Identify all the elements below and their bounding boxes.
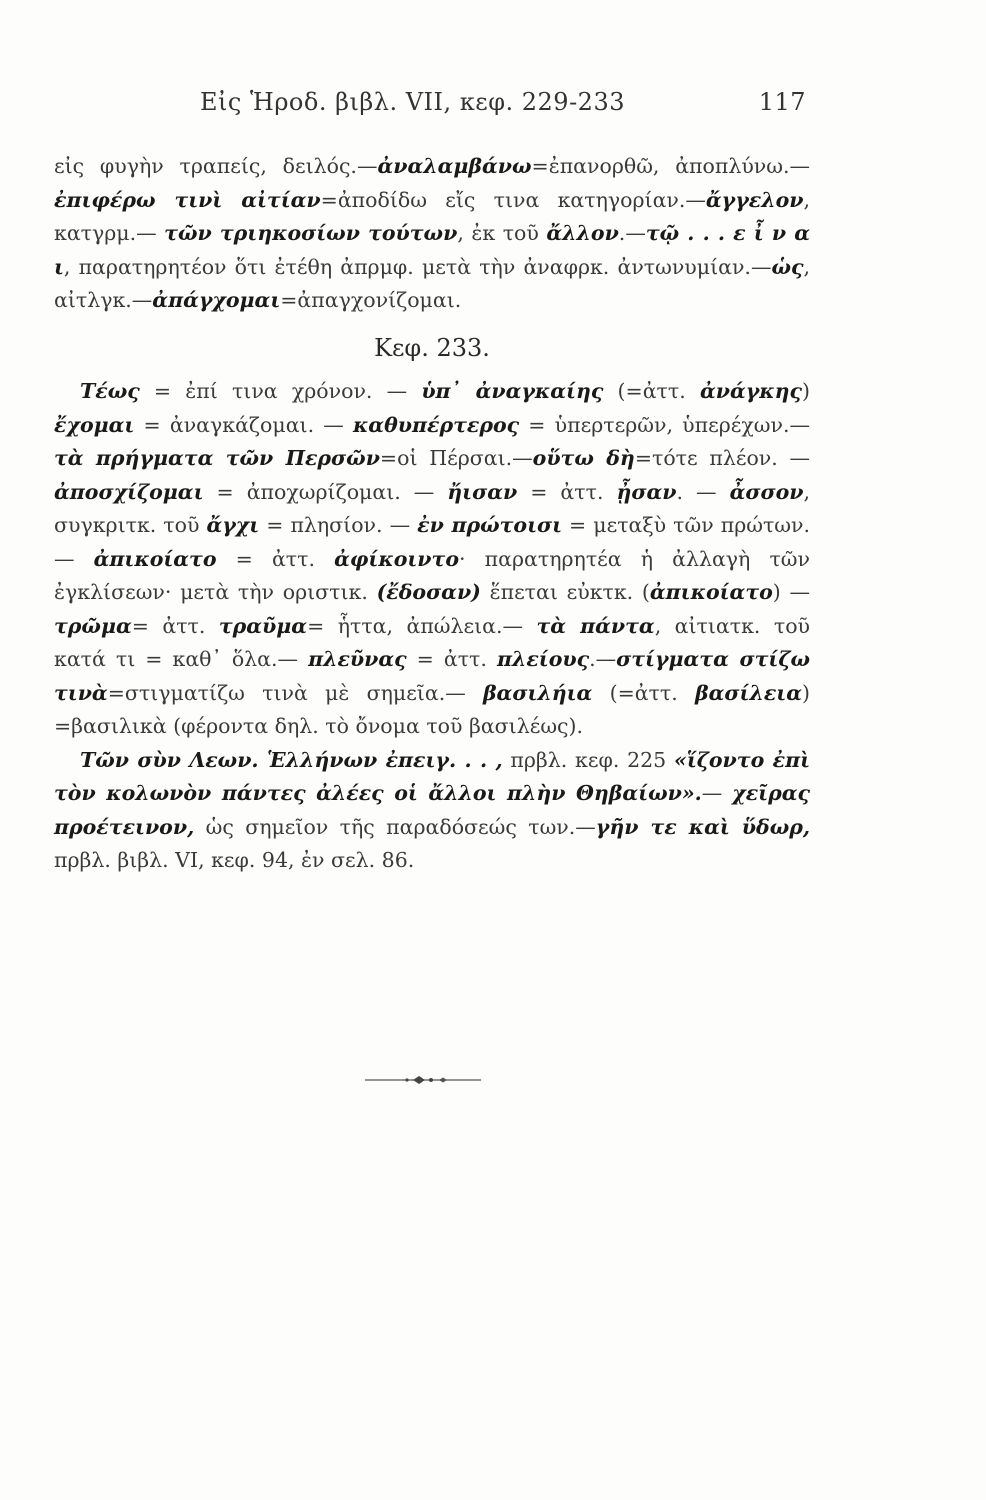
chapter-heading: Κεφ. 233. — [374, 333, 490, 362]
text-run: .— — [589, 647, 617, 671]
text-run: πρβλ. κεφ. 225 — [502, 747, 674, 772]
lemma: καθυπέρτερος — [352, 412, 520, 437]
text-run: , παρατηρητέον ὅτι ἐτέθη ἀπρμφ. μετὰ τὴν ἀναφρκ. ἀντωνυμίαν.— — [63, 254, 772, 279]
lemma: ὑπ᾿ ἀναγκαίης — [421, 379, 604, 403]
lemma: τὰ πρήγματα τῶν Περσῶν — [54, 446, 380, 470]
lemma: βασίλεια — [695, 680, 802, 705]
text-run: · παρατηρητέα ἡ ἀλλαγὴ τῶν ἐγκλίσεων· μετὰ τὴν οριστικ. — [54, 546, 810, 604]
text-run: = ἧττα, ἀπώλεια.— — [307, 613, 537, 638]
text-run: =ἀπαγχονίζομαι. — [280, 288, 462, 312]
text-run: , ἐκ τοῦ — [457, 221, 547, 245]
text-run: = ἀττ. — [216, 546, 335, 571]
text-run: ὡς σημεῖον τῆς παραδόσεώς των.— — [194, 814, 596, 839]
lemma: ἀπικοίατο — [649, 580, 773, 604]
paragraph-notes-232 — [54, 150, 810, 318]
lemma: ἤισαν — [447, 479, 518, 504]
lemma: ἄλλον — [546, 221, 619, 245]
lemma: βασιλήια — [482, 680, 593, 705]
text-run: =ἀποδίδω εἴς τινα κατηγορίαν.— — [320, 187, 706, 212]
lemma: ἔχομαι — [54, 412, 135, 437]
lemma: ἐπιφέρω τινὶ αἰτίαν — [54, 187, 321, 212]
lemma: γῆν τε καὶ ὕδωρ, — [595, 814, 810, 839]
text-run: , κατγρμ.— — [54, 187, 810, 245]
text-run: =οἱ Πέρσαι.— — [379, 446, 533, 470]
lemma: ἀναλαμβάνω — [377, 154, 532, 178]
lemma: τῷ . . . ε ἶ ν α ι — [54, 221, 810, 279]
lemma: ἄγχι — [206, 513, 260, 537]
text-run: = ὑπερτερῶν, ὑπερέχων.— — [519, 412, 810, 437]
lemma: στίγματα στίζω τινὰ — [54, 647, 811, 705]
lemma: Τέως — [80, 379, 140, 403]
lemma: ἀφίκοιντο — [334, 546, 460, 571]
running-head-title: Εἰς Ἡροδ. βιβλ. VII, κεφ. 229-233 — [200, 88, 625, 116]
text-run: =ἐπανορθῶ, ἀποπλύνω.— — [531, 154, 810, 178]
text-run: , αἰτιατκ. τοῦ κατά τι = καθ᾿ ὅλα.— — [54, 613, 811, 671]
text-run: (=ἀττ. — [592, 680, 696, 705]
text-run: = μεταξὺ τῶν πρώτων. — — [54, 513, 811, 571]
text-run: ) — — [772, 580, 810, 604]
text-run: ) =βασιλικὰ (φέροντα δηλ. τὸ ὄνομα τοῦ βασιλέως). — [54, 680, 810, 738]
lemma: χεῖρας προέτεινον, — [54, 781, 810, 839]
section-end-ornament — [363, 1074, 483, 1086]
page-number: 117 — [758, 88, 806, 116]
text-run: = ἀναγκάζομαι. — — [134, 412, 353, 437]
paragraph-notes-233 — [54, 375, 810, 744]
text-run: (=ἀττ. — [603, 379, 700, 403]
text-run: = ἀποχωρίζομαι. — — [203, 479, 448, 504]
lemma: ἀποσχίζομαι — [54, 479, 204, 504]
text-run: ἕπεται εὐκτκ. ( — [480, 580, 650, 604]
text-run: = ἀττ. — [517, 479, 617, 504]
text-run: . — — [676, 479, 730, 504]
lemma: ὡς — [771, 254, 804, 279]
lemma: πλεῦνας — [308, 647, 407, 671]
quotation: «ἵζοντο ἐπὶ τὸν κολωνὸν πάντες ἀλέες οἱ ἄλλοι πλὴν Θηβαίων». — [54, 747, 811, 805]
text-run: πρβλ. βιβλ. VI, κεφ. 94, ἐν σελ. 86. — [54, 848, 415, 872]
lemma: ἄγγελον — [705, 187, 804, 212]
lemma: ἆσσον — [729, 479, 804, 504]
text-run: εἰς φυγὴν τραπείς, δειλός.— — [54, 154, 378, 178]
lemma: οὕτω δὴ — [532, 446, 635, 470]
text-run: = ἀττ. — [131, 613, 219, 638]
lemma: τραῦμα — [218, 613, 308, 638]
text-run: — — [701, 781, 733, 805]
text-run: .— — [618, 221, 646, 245]
paragraph-notes-final — [54, 744, 810, 878]
text-run: = ἀττ. — [406, 647, 497, 671]
text-run: , αἰτλγκ.— — [54, 254, 810, 312]
lemma: ἐν πρώτοισι — [417, 513, 563, 537]
text-run: = ἐπί τινα χρόνον. — — [139, 379, 422, 403]
lemma: ἀπάγχομαι — [152, 288, 281, 312]
lemma: τῶν τριηκοσίων τούτων — [164, 221, 458, 245]
lemma: τρῶμα — [54, 613, 132, 638]
text-run: =στιγματίζω τινὰ μὲ σημεῖα.— — [107, 680, 483, 705]
lemma: Τῶν σὺν Λεων. Ἑλλήνων ἐπειγ. . . , — [80, 747, 503, 772]
lemma: ᾖσαν — [616, 479, 677, 504]
text-run: =τότε πλέον. — — [634, 446, 811, 470]
text-run: , συγκριτκ. τοῦ — [54, 479, 810, 537]
lemma: πλείους — [496, 647, 590, 671]
lemma: ἀνάγκης — [699, 379, 803, 403]
text-run: ) — [802, 379, 811, 403]
commentary-text — [54, 150, 810, 878]
lemma: (ἔδοσαν) — [376, 580, 481, 604]
text-run: = πλησίον. — — [259, 513, 418, 537]
running-head — [200, 88, 806, 122]
lemma: τὰ πάντα — [536, 613, 655, 638]
lemma: ἀπικοίατο — [93, 546, 217, 571]
